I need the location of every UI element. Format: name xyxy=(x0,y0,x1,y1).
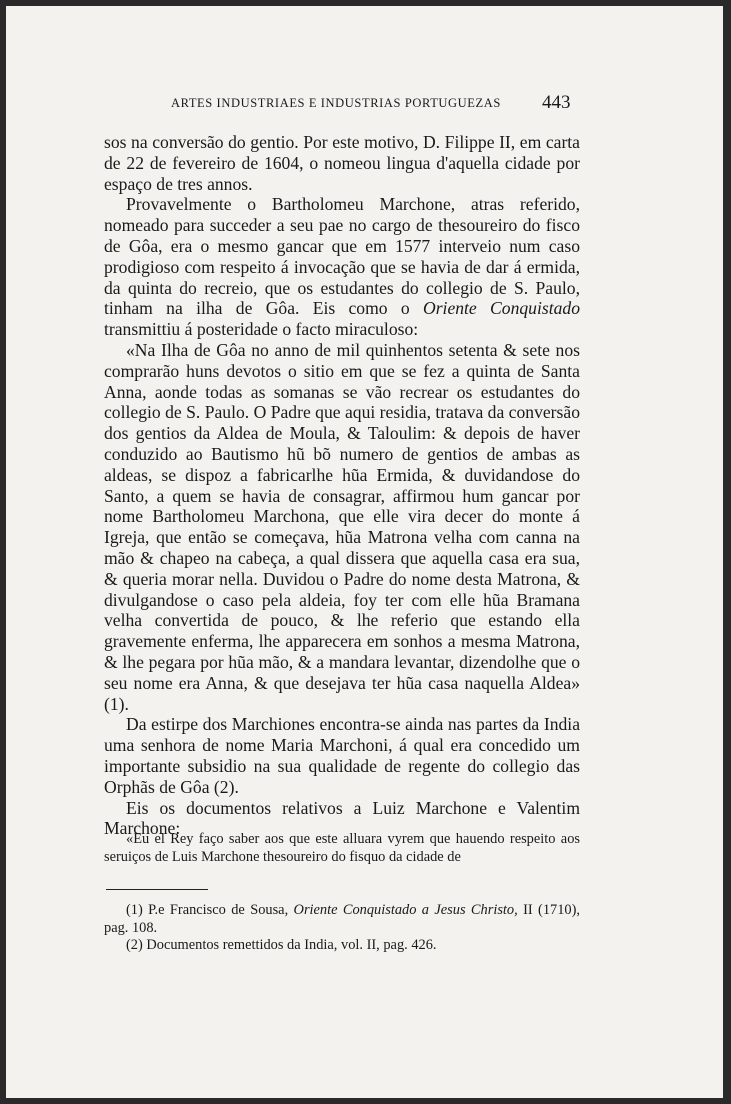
paragraph-1: sos na conversão do gentio. Por este motivo, D. Filippe II, em carta de 22 de fevereiro de 1604, o nomeou lingua d'aquella cidade por espaço de tres annos. xyxy=(104,132,580,194)
footnote-1-title-italic: Oriente Conquistado a Jesus Christo, xyxy=(293,902,518,918)
footnote-2: (2) Documentos remettidos da India, vol. II, pag. 426. xyxy=(126,937,437,953)
document-quote xyxy=(104,830,580,866)
paragraph-2 xyxy=(104,194,580,340)
paragraph-2-text-b: transmittiu á posteridade o facto miraculoso: xyxy=(104,319,419,340)
paragraph-3-quotation: «Na Ilha de Gôa no anno de mil quinhentos setenta & sete nos comprarão huns devotos o sitio em que se fez a quinta de Santa Anna, aonde todas as somanas se vão recrear os estudantes do collegio de S. Paulo. O Padre que aqui residia, tratava da conversão dos gentios da Aldea de Moula, & Taloulim: & depois de haver conduzido ao Bautismo hũ bõ numero de gentios de ambas as aldeas, se dispoz a fabricarlhe hũa Ermida, & duvidandose do Santo, a quem se havia de consagrar, affirmou hum gancar por nome Bartholomeu Marchona, que elle vira decer do monte á Igreja, que então se começava, hũa Matrona velha com canna na mão & chapeo na cabeça, a qual dissera que aquella casa era sua, & queria morar nella. Duvidou o Padre do nome desta Matrona, & divulgandose o caso pela aldeia, foy ter com elle hũa Bramana velha convertida de pouco, & lhe referio que estando ella gravemente enferma, lhe apparecera em sonhos a mesma Matrona, & lhe pegara por hũa mão, & a mandara levantar, dizendolhe que o seu nome era Anna, & que desejava ter hũa casa naquella Aldea» (1). xyxy=(104,339,580,714)
running-head: ARTES INDUSTRIAES E INDUSTRIAS PORTUGUEZAS xyxy=(171,96,501,110)
body-text xyxy=(104,132,580,839)
paragraph-5: Eis os documentos relativos a Luiz Marchone e Valentim Marchone: xyxy=(104,797,580,839)
footnote-rule xyxy=(106,889,208,890)
page-header xyxy=(6,92,723,116)
footnote-1-text-b: II (1710), pag. 108. xyxy=(104,902,581,936)
footnote-1 xyxy=(104,902,580,937)
page-number: 443 xyxy=(542,92,571,113)
document-quote-text: «Eu el Rey faço saber aos que este alluara vyrem que hauendo respeito aos seruiços de Luis Marchone thesoureiro do fisquo da cidade de xyxy=(104,831,580,865)
book-title-italic: Oriente Conquistado xyxy=(423,298,580,319)
footnote-1-text-a: (1) P.e Francisco de Sousa, xyxy=(126,902,294,918)
paragraph-2-text-a: Provavelmente o Bartholomeu Marchone, atras referido, nomeado para succeder a seu pae no cargo de thesoureiro do fisco de Gôa, era o mesmo gancar que em 1577 interveio num caso prodigioso com respeito á invocação que se havia de dar á ermida, da quinta do recreio, que os estudantes do collegio de S. Paulo, tinham na ilha de Gôa. Eis como o xyxy=(104,194,580,319)
paragraph-4: Da estirpe dos Marchiones encontra-se ainda nas partes da India uma senhora de nome Maria Marchoni, á qual era concedido um importante subsidio na sua qualidade de regente do collegio das Orphãs de Gôa (2). xyxy=(104,714,580,797)
book-page xyxy=(6,6,723,1098)
footnotes xyxy=(104,902,580,955)
